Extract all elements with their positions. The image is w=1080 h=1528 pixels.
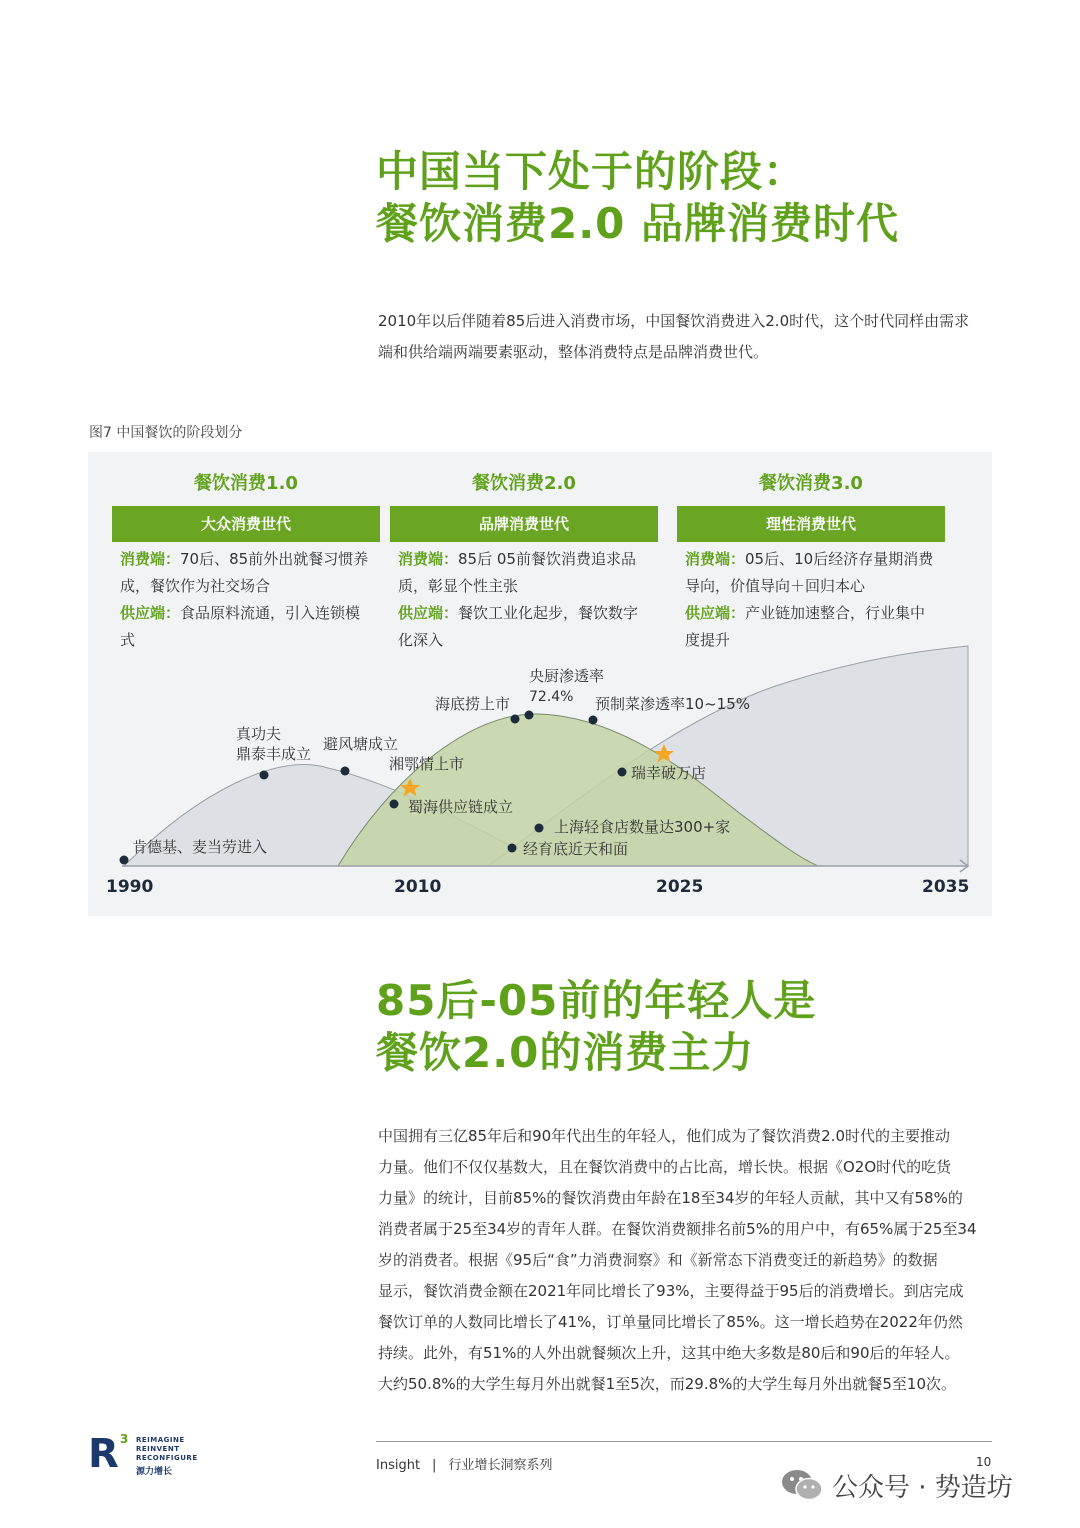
event-dot xyxy=(525,711,534,720)
consumer-text: 05后、10后经济存量期消费导向，价值导向＋回归本心 xyxy=(685,550,934,595)
paragraph-line: 持续。此外，有51%的人外出就餐频次上升，这其中绝大多数是80后和90后的年轻人。 xyxy=(378,1344,960,1362)
stage-bar: 理性消费世代 xyxy=(677,506,945,542)
event-dot xyxy=(589,716,598,725)
section2-title-line1: 85后-05前的年轻人是 xyxy=(376,976,817,1025)
logo-superscript: 3 xyxy=(120,1432,129,1446)
section1-title-line1: 中国当下处于的阶段： xyxy=(376,147,807,196)
paragraph-line: 餐饮订单的人数同比增长了41%，订单量同比增长了85%。这一增长趋势在2022年仍然 xyxy=(378,1313,963,1331)
event-label: 肯德基、麦当劳进入 xyxy=(132,838,268,856)
paragraph-line: 岁的消费者。根据《95后“食”力消费洞察》和《新常态下消费变迁的新趋势》的数据 xyxy=(378,1251,938,1269)
stage-figure xyxy=(88,452,992,916)
stage-body xyxy=(112,546,380,654)
page-number: 10 xyxy=(976,1455,992,1469)
supply-text: 食品原料流通，引入连锁模式 xyxy=(120,604,361,649)
stage-title: 餐饮消费2.0 xyxy=(472,473,576,494)
stage-column-3 xyxy=(677,472,945,654)
watermark xyxy=(780,1465,1013,1505)
paragraph-line: 力量》的统计，目前85%的餐饮消费由年龄在18至34岁的年轻人贡献，其中又有58%的 xyxy=(378,1189,963,1207)
event-dot xyxy=(535,824,544,833)
event-label: 湘鄂情上市 xyxy=(389,755,465,773)
section2-title xyxy=(376,975,816,1079)
supply-label: 供应端： xyxy=(398,604,459,622)
stage-column-2 xyxy=(390,472,658,654)
logo-tagline xyxy=(136,1436,198,1463)
event-label: 真功夫 xyxy=(236,725,282,743)
supply-label: 供应端： xyxy=(120,604,181,622)
stage-body xyxy=(390,546,658,654)
supply-text: 餐饮工业化起步，餐饮数字化深入 xyxy=(398,604,639,649)
axis-label: 2010 xyxy=(394,877,442,897)
event-label: 经育底近天和面 xyxy=(523,840,629,858)
paragraph-line: 大约50.8%的大学生每月外出就餐1至5次，而29.8%的大学生每月外出就餐5至10次。 xyxy=(378,1375,957,1393)
footer-separator: | xyxy=(432,1458,437,1473)
section1-title-line2: 餐饮消费2.0 品牌消费时代 xyxy=(376,199,900,248)
paragraph-line: 显示，餐饮消费金额在2021年同比增长了93%，主要得益于95后的消费增长。到店完成 xyxy=(378,1282,964,1300)
event-dot xyxy=(618,768,627,777)
wechat-icon xyxy=(780,1468,824,1502)
stage-title: 餐饮消费1.0 xyxy=(194,473,298,494)
event-dot xyxy=(341,767,350,776)
event-dot xyxy=(390,800,399,809)
supply-label: 供应端： xyxy=(685,604,746,622)
event-label: 上海轻食店数量达300+家 xyxy=(554,818,731,836)
section2-title-line2: 餐饮2.0的消费主力 xyxy=(376,1028,755,1077)
logo-tagline-line: REIMAGINE xyxy=(136,1436,185,1444)
event-label: 预制菜渗透率10~15% xyxy=(595,695,750,713)
figure-caption: 图7 中国餐饮的阶段划分 xyxy=(89,425,243,441)
consumer-label: 消费端： xyxy=(398,550,459,568)
event-label: 鼎泰丰成立 xyxy=(236,745,312,763)
logo-letter: R xyxy=(88,1431,119,1477)
footer-series: 行业增长洞察系列 xyxy=(448,1458,553,1473)
event-dot xyxy=(508,844,517,853)
event-label: 海底捞上市 xyxy=(435,695,511,713)
stage-body xyxy=(677,546,945,654)
event-label: 央厨渗透率 xyxy=(529,667,605,685)
watermark-text: 公众号 · 势造坊 xyxy=(832,1472,1013,1503)
stage-bar: 品牌消费世代 xyxy=(390,506,658,542)
logo-tagline-line: RECONFIGURE xyxy=(136,1454,198,1462)
paragraph-line: 2010年以后伴随着85后进入消费市场，中国餐饮消费进入2.0时代，这个时代同样由需求 xyxy=(378,312,970,330)
section2-paragraph xyxy=(378,1121,992,1400)
event-label: 瑞幸破万店 xyxy=(631,764,707,782)
event-dot xyxy=(511,715,520,724)
footer-insight: Insight xyxy=(376,1458,421,1473)
consumer-text: 85后 05前餐饮消费追求品质，彰显个性主张 xyxy=(398,550,636,595)
paragraph-line: 力量。他们不仅仅基数大，且在餐饮消费中的占比高，增长快。根据《O2O时代的吃货 xyxy=(378,1158,952,1176)
brand-logo xyxy=(88,1431,198,1478)
axis-label: 2025 xyxy=(656,877,704,897)
logo-tagline-line: REINVENT xyxy=(136,1445,180,1453)
event-dot xyxy=(120,856,129,865)
consumer-text: 70后、85前外出就餐习惯养成，餐饮作为社交场合 xyxy=(120,550,369,595)
paragraph-line: 中国拥有三亿85年后和90年代出生的年轻人，他们成为了餐饮消费2.0时代的主要推动 xyxy=(378,1127,951,1145)
consumer-label: 消费端： xyxy=(685,550,746,568)
axis-label: 2035 xyxy=(922,877,970,897)
event-label: 蜀海供应链成立 xyxy=(408,798,514,816)
stage-bar: 大众消费世代 xyxy=(112,506,380,542)
stage-column-1 xyxy=(112,472,380,654)
consumer-label: 消费端： xyxy=(120,550,181,568)
section1-title xyxy=(376,146,899,250)
axis-label: 1990 xyxy=(106,877,154,897)
event-dot xyxy=(260,771,269,780)
section1-paragraph xyxy=(378,306,992,368)
stage-title: 餐饮消费3.0 xyxy=(759,473,863,494)
footer-text xyxy=(376,1454,552,1473)
paragraph-line: 消费者属于25至34岁的青年人群。在餐饮消费额排名前5%的用户中，有65%属于25至34 xyxy=(378,1220,977,1238)
event-label: 避风塘成立 xyxy=(323,735,399,753)
logo-chinese: 源力增长 xyxy=(136,1467,173,1477)
event-label: 72.4% xyxy=(529,689,574,705)
supply-text: 产业链加速整合，行业集中度提升 xyxy=(685,604,926,649)
paragraph-line: 端和供给端两端要素驱动，整体消费特点是品牌消费世代。 xyxy=(378,343,769,361)
footer-divider xyxy=(376,1441,992,1442)
